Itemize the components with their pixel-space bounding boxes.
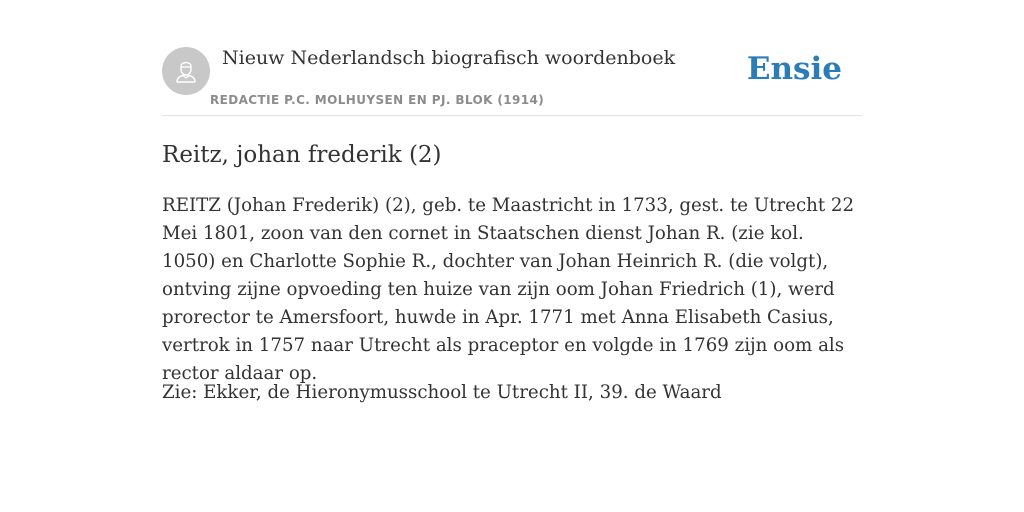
page-container bbox=[162, 0, 862, 403]
avatar[interactable] bbox=[162, 47, 210, 95]
brand-logo[interactable]: Ensie bbox=[746, 51, 842, 87]
user-icon bbox=[171, 56, 201, 86]
entry-title: Reitz, johan frederik (2) bbox=[162, 142, 442, 168]
see-also: Zie: Ekker, de Hieronymusschool te Utrecht II, 39. de Waard bbox=[162, 382, 722, 403]
book-editors: REDACTIE P.C. MOLHUYSEN EN PJ. BLOK (1914) bbox=[210, 93, 545, 107]
page-header bbox=[162, 0, 862, 116]
entry-body: REITZ (Johan Frederik) (2), geb. te Maastricht in 1733, gest. te Utrecht 22 Mei 1801, zoon van den cornet in Staatschen dienst Johan R. (zie kol. 1050) en Charlotte Sophie R., dochter van Johan Heinrich R. (die volgt), ontving zijne opvoeding ten huize van zijn oom Johan Friedrich (1), werd prorector te Amersfoort, huwde in Apr. 1771 met Anna Elisabeth Casius, vertrok in 1757 naar Utrecht als praceptor en volgde in 1769 zijn oom als rector aldaar op. bbox=[162, 195, 855, 384]
book-title[interactable]: Nieuw Nederlandsch biografisch woordenboek bbox=[222, 47, 676, 69]
